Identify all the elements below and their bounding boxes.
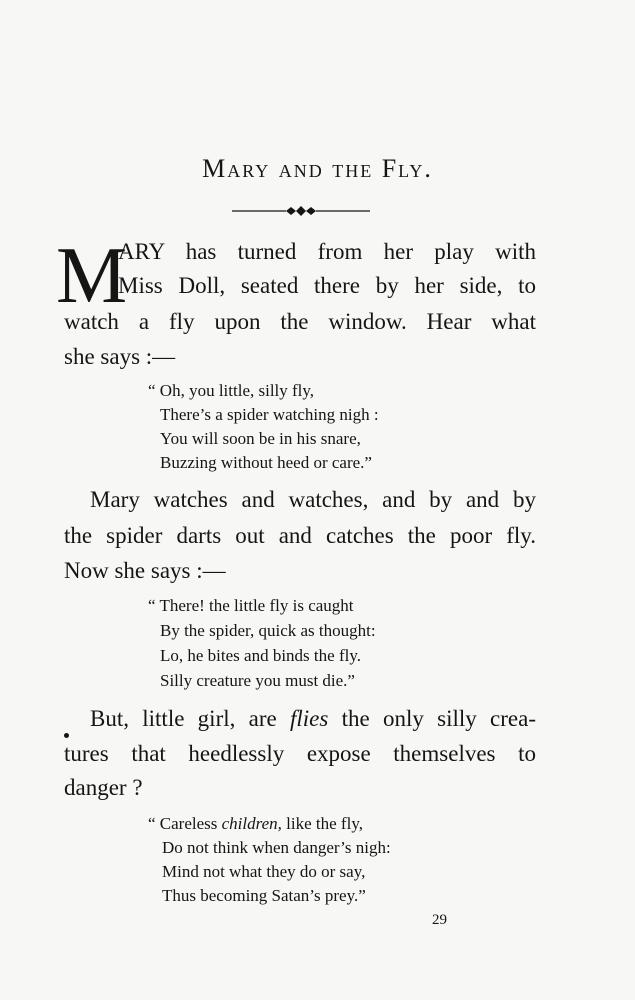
- para1-line1: ARY has turned from her play with: [118, 239, 536, 264]
- verse3-line1-post: like the fly,: [281, 814, 363, 833]
- para3-line2: tures that heedlessly expose themselves to: [64, 741, 536, 766]
- para2-line3: Now she says :—: [64, 558, 226, 583]
- para3-line3: danger ?: [64, 775, 143, 800]
- verse3-line1-emphasis: children,: [221, 814, 282, 833]
- verse3-line1: [148, 813, 363, 835]
- para3-line1: [90, 705, 536, 733]
- verse3-line1-pre: “ Careless: [148, 814, 222, 833]
- verse2-line3: Lo, he bites and binds the fly.: [160, 646, 361, 665]
- verse1-line3: You will soon be in his snare,: [160, 429, 361, 448]
- print-speck: [64, 733, 69, 738]
- verse1-line4: Buzzing without heed or care.”: [160, 453, 372, 472]
- verse1-line1: “ Oh, you little, silly fly,: [148, 381, 315, 400]
- para2-line1: Mary watches and watches, and by and by: [90, 487, 536, 512]
- para3-line1-pre: But, little girl, are: [90, 706, 290, 731]
- drop-cap: M: [56, 232, 128, 320]
- verse2-line4: Silly creature you must die.”: [160, 671, 355, 690]
- para1-line2: Miss Doll, seated there by her side, to: [118, 273, 536, 298]
- verse3-line4: Thus becoming Satan’s prey.”: [162, 886, 366, 905]
- para1-line3: watch a fly upon the window. Hear what: [64, 309, 536, 334]
- verse3-line2: Do not think when danger’s nigh:: [162, 838, 391, 857]
- chapter-title: Mary and the Fly.: [202, 154, 433, 183]
- para1-line4: she says :—: [64, 344, 176, 369]
- para2-line2: the spider darts out and catches the poor fly.: [64, 523, 536, 548]
- verse1-line2: There’s a spider watching nigh :: [160, 405, 379, 424]
- para3-line1-emphasis: flies: [290, 706, 329, 731]
- para3-line1-post: the only silly crea-: [328, 706, 536, 731]
- page-number: 29: [432, 912, 447, 928]
- verse2-line1: “ There! the little fly is caught: [148, 596, 354, 615]
- verse3-line3: Mind not what they do or say,: [162, 862, 366, 881]
- ornament-divider: [232, 204, 370, 218]
- verse2-line2: By the spider, quick as thought:: [160, 621, 376, 640]
